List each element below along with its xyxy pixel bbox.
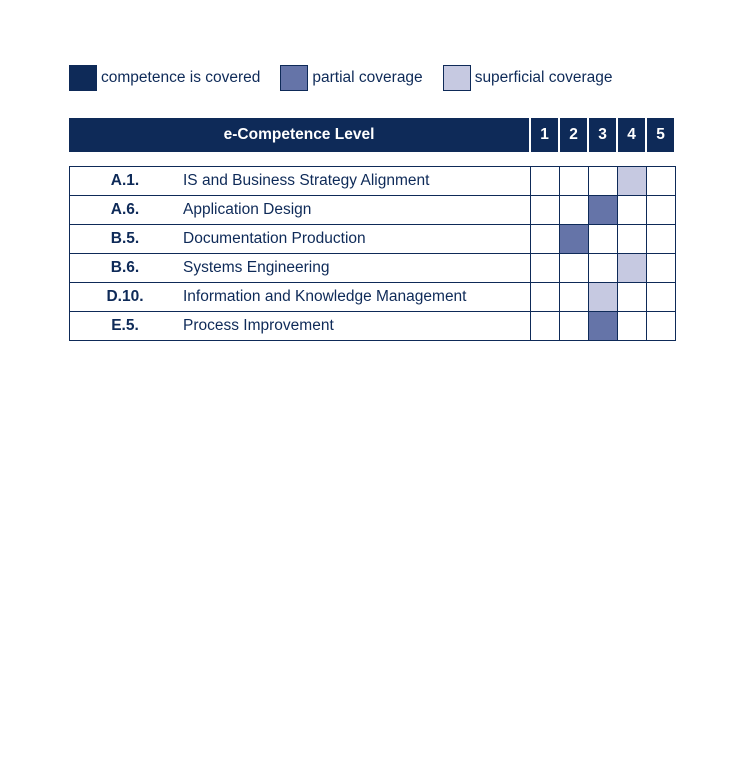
level-cell-1 bbox=[531, 312, 560, 341]
competence-label-cell bbox=[70, 254, 531, 283]
competence-name: Information and Knowledge Management bbox=[183, 288, 467, 305]
competence-label-cell bbox=[70, 312, 531, 341]
competence-label-cell bbox=[70, 167, 531, 196]
level-header-2: 2 bbox=[560, 118, 587, 152]
level-cell-5 bbox=[647, 312, 676, 341]
level-cell-4 bbox=[618, 225, 647, 254]
level-cell-1 bbox=[531, 196, 560, 225]
competence-name: Documentation Production bbox=[183, 230, 366, 247]
competence-table bbox=[69, 166, 676, 341]
legend bbox=[69, 65, 633, 91]
legend-swatch-superficial bbox=[443, 65, 471, 91]
level-header-title: e-Competence Level bbox=[69, 118, 529, 152]
level-cell-5 bbox=[647, 196, 676, 225]
level-cell-4 bbox=[618, 196, 647, 225]
legend-label-covered: competence is covered bbox=[101, 69, 261, 86]
competence-name: Process Improvement bbox=[183, 317, 334, 334]
legend-item-partial bbox=[280, 65, 422, 91]
table-row bbox=[70, 167, 676, 196]
table-row bbox=[70, 254, 676, 283]
competence-name: IS and Business Strategy Alignment bbox=[183, 172, 430, 189]
level-header-5: 5 bbox=[647, 118, 674, 152]
legend-item-covered bbox=[69, 65, 260, 91]
level-cell-2 bbox=[560, 167, 589, 196]
level-cell-4 bbox=[618, 167, 647, 196]
level-cell-5 bbox=[647, 283, 676, 312]
level-header bbox=[69, 118, 674, 152]
legend-item-superficial bbox=[443, 65, 613, 91]
level-cell-1 bbox=[531, 254, 560, 283]
level-cell-5 bbox=[647, 167, 676, 196]
legend-swatch-partial bbox=[280, 65, 308, 91]
competence-code: B.5. bbox=[110, 230, 140, 247]
level-header-1: 1 bbox=[531, 118, 558, 152]
competence-code: A.6. bbox=[110, 201, 140, 218]
competence-label-cell bbox=[70, 283, 531, 312]
legend-label-partial: partial coverage bbox=[312, 69, 423, 86]
competence-code: E.5. bbox=[111, 317, 139, 334]
table-row bbox=[70, 283, 676, 312]
competence-code: B.6. bbox=[110, 259, 140, 276]
level-header-4: 4 bbox=[618, 118, 645, 152]
table-row bbox=[70, 312, 676, 341]
level-cell-3 bbox=[589, 167, 618, 196]
level-cell-5 bbox=[647, 225, 676, 254]
table-row bbox=[70, 196, 676, 225]
level-cell-3 bbox=[589, 254, 618, 283]
competence-name: Systems Engineering bbox=[183, 259, 330, 276]
level-cell-4 bbox=[618, 254, 647, 283]
table-row bbox=[70, 225, 676, 254]
level-cell-4 bbox=[618, 312, 647, 341]
competence-code: A.1. bbox=[110, 172, 140, 189]
competence-code: D.10. bbox=[106, 288, 144, 305]
level-header-3: 3 bbox=[589, 118, 616, 152]
level-cell-1 bbox=[531, 225, 560, 254]
level-cell-3 bbox=[589, 312, 618, 341]
level-cell-1 bbox=[531, 167, 560, 196]
level-cell-2 bbox=[560, 312, 589, 341]
level-cell-4 bbox=[618, 283, 647, 312]
level-cell-3 bbox=[589, 225, 618, 254]
competence-label-cell bbox=[70, 196, 531, 225]
level-cell-5 bbox=[647, 254, 676, 283]
level-cell-3 bbox=[589, 283, 618, 312]
competence-label-cell bbox=[70, 225, 531, 254]
legend-swatch-covered bbox=[69, 65, 97, 91]
level-cell-2 bbox=[560, 196, 589, 225]
level-cell-3 bbox=[589, 196, 618, 225]
level-cell-1 bbox=[531, 283, 560, 312]
level-cell-2 bbox=[560, 225, 589, 254]
competence-name: Application Design bbox=[183, 201, 312, 218]
level-cell-2 bbox=[560, 254, 589, 283]
legend-label-superficial: superficial coverage bbox=[474, 69, 613, 86]
level-cell-2 bbox=[560, 283, 589, 312]
